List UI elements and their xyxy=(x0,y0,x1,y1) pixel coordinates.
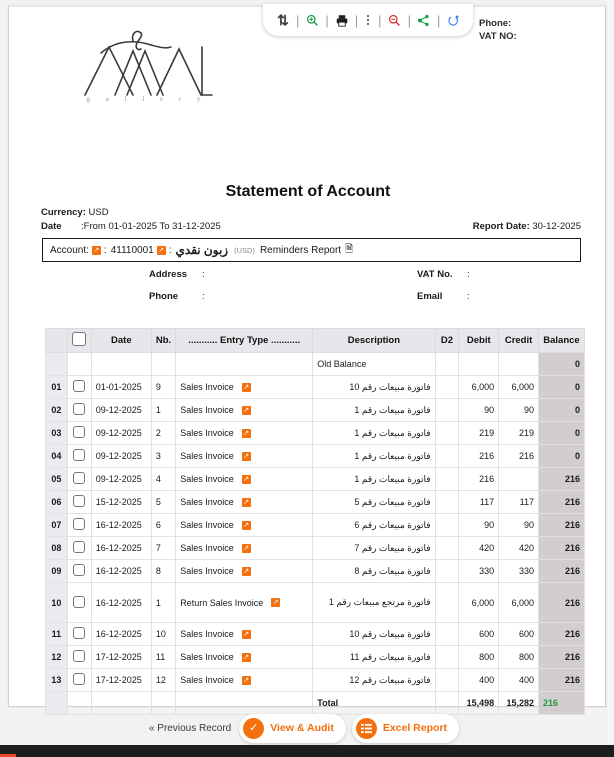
row-debit: 6,000 xyxy=(459,583,499,623)
row-entry-type[interactable] xyxy=(176,376,313,399)
row-date: 16-12-2025 xyxy=(91,537,151,560)
row-description: فاتورة مبيعات رقم 1 xyxy=(313,399,435,422)
external-link-icon[interactable]: ↗ xyxy=(243,566,250,575)
entry-type-label: Sales Invoice xyxy=(180,428,234,438)
th-nb[interactable]: Nb. xyxy=(151,329,175,353)
row-description: فاتورة مبيعات رقم 1 xyxy=(313,422,435,445)
row-description: فاتورة مبيعات رقم 8 xyxy=(313,560,435,583)
report-meta xyxy=(41,206,581,234)
external-link-icon[interactable]: ↗ xyxy=(243,652,250,661)
row-nb: 10 xyxy=(151,623,175,646)
row-checkbox-cell[interactable] xyxy=(67,514,91,537)
email-label: Email xyxy=(417,291,443,302)
logo-tagline: g a l l e r y xyxy=(86,95,208,103)
table-header xyxy=(46,329,585,353)
row-description: فاتورة مبيعات رقم 5 xyxy=(313,491,435,514)
external-link-icon[interactable]: ↗ xyxy=(243,382,250,391)
row-date xyxy=(91,353,151,376)
contact-row-1 xyxy=(42,269,581,291)
header-contact-block xyxy=(479,17,517,43)
row-nb: 6 xyxy=(151,514,175,537)
row-d2 xyxy=(435,353,459,376)
row-checkbox[interactable] xyxy=(73,380,85,392)
account-currency: (USD) xyxy=(234,245,255,255)
old-balance-label: Old Balance xyxy=(313,353,435,376)
th-d2[interactable]: D2 xyxy=(435,329,459,353)
viewer-toolbar xyxy=(263,4,473,36)
zoom-out-icon[interactable] xyxy=(385,9,405,31)
row-balance: 216 xyxy=(538,491,584,514)
document-icon[interactable]: 🗎 xyxy=(345,243,354,255)
row-checkbox-cell[interactable] xyxy=(67,491,91,514)
row-checkbox-cell[interactable] xyxy=(67,583,91,623)
row-date: 17-12-2025 xyxy=(91,646,151,669)
footer-actions xyxy=(0,711,614,745)
row-balance: 216 xyxy=(538,514,584,537)
table-header-row xyxy=(46,329,585,353)
entry-type-label: Sales Invoice xyxy=(180,652,234,662)
table-row[interactable] xyxy=(46,445,585,468)
row-credit: 216 xyxy=(499,445,539,468)
date-label: Date xyxy=(41,221,62,232)
vat-label: VAT No. xyxy=(417,269,453,280)
row-date: 16-12-2025 xyxy=(91,583,151,623)
row-credit: 90 xyxy=(499,399,539,422)
row-description: فاتورة مبيعات رقم 12 xyxy=(313,669,435,692)
row-credit: 6,000 xyxy=(499,376,539,399)
table-row[interactable] xyxy=(46,646,585,669)
row-index: 05 xyxy=(46,468,68,491)
external-link-icon[interactable]: ↗ xyxy=(243,497,250,506)
row-balance: 216 xyxy=(538,646,584,669)
zoom-out-glyph xyxy=(388,14,401,27)
table-row[interactable] xyxy=(46,514,585,537)
excel-report-button[interactable] xyxy=(352,714,459,743)
phone-label: Phone xyxy=(149,291,179,302)
share-glyph xyxy=(417,14,430,27)
contact-grid xyxy=(42,269,581,313)
row-credit: 219 xyxy=(499,422,539,445)
total-label: Total xyxy=(313,692,435,715)
row-nb: 8 xyxy=(151,560,175,583)
row-checkbox[interactable] xyxy=(73,541,85,553)
entry-type-label: Sales Invoice xyxy=(180,474,234,484)
th-description[interactable]: Description xyxy=(313,329,435,353)
row-nb: 1 xyxy=(151,583,175,623)
external-link-icon[interactable]: ↗ xyxy=(243,428,250,437)
row-d2 xyxy=(435,560,459,583)
account-colon-2: : xyxy=(168,244,172,256)
reminders-report-link[interactable]: Reminders Report xyxy=(259,244,342,256)
row-debit xyxy=(459,353,499,376)
account-number[interactable]: 41110001 xyxy=(110,244,154,256)
row-index: 08 xyxy=(46,537,68,560)
toolbar-separator-4: | xyxy=(378,12,382,28)
currency-row xyxy=(41,206,581,220)
th-entry-type[interactable]: ........... Entry Type ........... xyxy=(176,329,313,353)
row-debit: 600 xyxy=(459,623,499,646)
currency-value: USD xyxy=(88,207,109,218)
header-vat-label: VAT NO: xyxy=(479,31,517,42)
row-index: 12 xyxy=(46,646,68,669)
th-balance[interactable]: Balance xyxy=(538,329,584,353)
table-row[interactable] xyxy=(46,468,585,491)
row-nb: 9 xyxy=(151,376,175,399)
toolbar-separator-1: | xyxy=(296,12,300,28)
email-value: : xyxy=(467,291,470,302)
total-credit: 15,282 xyxy=(499,692,539,715)
row-entry-type[interactable] xyxy=(176,468,313,491)
th-debit[interactable]: Debit xyxy=(459,329,499,353)
row-checkbox-cell[interactable] xyxy=(67,560,91,583)
previous-record-link[interactable]: « Previous Record xyxy=(148,722,232,734)
row-credit: 600 xyxy=(499,623,539,646)
table-row[interactable] xyxy=(46,376,585,399)
total-debit: 15,498 xyxy=(459,692,499,715)
row-credit: 800 xyxy=(499,646,539,669)
table-row[interactable] xyxy=(46,623,585,646)
row-d2 xyxy=(435,422,459,445)
row-credit xyxy=(499,468,539,491)
row-credit: 90 xyxy=(499,514,539,537)
row-credit: 330 xyxy=(499,560,539,583)
row-date: 16-12-2025 xyxy=(91,560,151,583)
entry-type-label: Sales Invoice xyxy=(180,675,234,685)
row-index: 03 xyxy=(46,422,68,445)
table-row[interactable] xyxy=(46,669,585,692)
row-entry-type[interactable] xyxy=(176,537,313,560)
row-nb: 5 xyxy=(151,491,175,514)
contact-row-2 xyxy=(42,291,581,313)
toolbar-separator-5: | xyxy=(407,12,411,28)
row-nb: 1 xyxy=(151,399,175,422)
row-balance: 0 xyxy=(538,399,584,422)
row-entry-type[interactable] xyxy=(176,583,313,623)
row-nb xyxy=(151,353,175,376)
row-d2 xyxy=(435,646,459,669)
header-phone-label: Phone: xyxy=(479,18,512,29)
row-date: 15-12-2025 xyxy=(91,491,151,514)
toolbar-separator-6: | xyxy=(436,12,441,28)
row-description: فاتورة مبيعات رقم 1 xyxy=(313,445,435,468)
row-credit: 400 xyxy=(499,669,539,692)
row-checkbox-cell[interactable] xyxy=(67,623,91,646)
row-checkbox[interactable] xyxy=(73,449,85,461)
row-balance: 216 xyxy=(538,560,584,583)
account-bar xyxy=(42,238,581,262)
bottom-status-bar xyxy=(0,745,614,757)
account-label: Account: xyxy=(50,244,89,256)
external-link-icon-2[interactable]: ↗ xyxy=(158,245,165,254)
row-entry-type[interactable] xyxy=(176,514,313,537)
address-value: : xyxy=(202,269,205,280)
external-link-icon[interactable]: ↗ xyxy=(243,405,250,414)
row-d2 xyxy=(435,376,459,399)
zoom-in-icon[interactable] xyxy=(302,9,322,31)
row-index xyxy=(46,353,68,376)
row-balance: 0 xyxy=(538,376,584,399)
external-link-icon[interactable]: ↗ xyxy=(243,474,250,483)
row-debit: 90 xyxy=(459,514,499,537)
table-row[interactable] xyxy=(46,422,585,445)
row-index: 02 xyxy=(46,399,68,422)
row-index: 07 xyxy=(46,514,68,537)
row-index: 06 xyxy=(46,491,68,514)
row-balance: 0 xyxy=(538,422,584,445)
row-checkbox[interactable] xyxy=(73,472,85,484)
row-d2 xyxy=(435,399,459,422)
row-description: فاتورة مبيعات رقم 10 xyxy=(313,376,435,399)
row-balance: 216 xyxy=(538,468,584,491)
row-date: 16-12-2025 xyxy=(91,514,151,537)
row-date: 01-01-2025 xyxy=(91,376,151,399)
excel-report-label: Excel Report xyxy=(382,722,448,734)
row-entry-type[interactable] xyxy=(176,422,313,445)
entry-type-label: Sales Invoice xyxy=(180,497,234,507)
row-debit: 6,000 xyxy=(459,376,499,399)
entry-type-label: Sales Invoice xyxy=(180,629,234,639)
row-checkbox[interactable] xyxy=(73,426,85,438)
external-link-icon[interactable]: ↗ xyxy=(243,629,250,638)
check-circle-icon: ✓ xyxy=(243,718,264,739)
row-debit: 219 xyxy=(459,422,499,445)
statement-table xyxy=(45,328,585,715)
logo-mark xyxy=(71,25,223,101)
row-checkbox-cell xyxy=(67,353,91,376)
entry-type-label: Sales Invoice xyxy=(180,520,234,530)
print-icon[interactable] xyxy=(332,9,352,31)
row-description: فاتورة مبيعات رقم 6 xyxy=(313,514,435,537)
row-description: فاتورة مبيعات رقم 11 xyxy=(313,646,435,669)
page-title: Statement of Account xyxy=(225,183,391,200)
address-label: Address xyxy=(149,269,188,280)
row-debit: 90 xyxy=(459,399,499,422)
row-description: فاتورة مبيعات رقم 7 xyxy=(313,537,435,560)
sync-icon[interactable] xyxy=(443,9,463,31)
external-link-icon[interactable]: ↗ xyxy=(243,451,250,460)
th-select-all[interactable] xyxy=(67,329,91,353)
row-checkbox-cell[interactable] xyxy=(67,537,91,560)
row-balance: 216 xyxy=(538,669,584,692)
table-body xyxy=(46,353,585,715)
row-checkbox[interactable] xyxy=(73,403,85,415)
row-balance: 0 xyxy=(538,445,584,468)
share-icon[interactable] xyxy=(414,9,434,31)
row-date: 09-12-2025 xyxy=(91,468,151,491)
entry-type-label: Sales Invoice xyxy=(180,451,234,461)
total-balance: 216 xyxy=(538,692,584,715)
view-audit-button[interactable] xyxy=(239,714,346,743)
old-balance-value: 0 xyxy=(538,353,584,376)
th-credit[interactable]: Credit xyxy=(499,329,539,353)
row-checkbox[interactable] xyxy=(73,495,85,507)
page-scrollbar[interactable] xyxy=(608,0,614,757)
table-row-old-balance xyxy=(46,353,585,376)
toolbar-separator-3: | xyxy=(354,12,359,28)
select-all-checkbox[interactable] xyxy=(72,332,86,346)
row-balance: 216 xyxy=(538,623,584,646)
row-index: 11 xyxy=(46,623,68,646)
list-glyph xyxy=(361,723,372,734)
row-credit xyxy=(499,353,539,376)
row-d2 xyxy=(435,669,459,692)
row-checkbox[interactable] xyxy=(73,627,85,639)
report-date-label: Report Date: xyxy=(472,221,530,232)
row-debit: 117 xyxy=(459,491,499,514)
row-balance: 216 xyxy=(538,537,584,560)
row-nb: 3 xyxy=(151,445,175,468)
row-entry-type[interactable] xyxy=(176,560,313,583)
row-date: 09-12-2025 xyxy=(91,422,151,445)
document-sheet xyxy=(8,5,606,707)
row-d2 xyxy=(435,623,459,646)
list-icon xyxy=(356,718,377,739)
row-checkbox[interactable] xyxy=(73,650,85,662)
row-nb: 4 xyxy=(151,468,175,491)
row-credit: 117 xyxy=(499,491,539,514)
row-d2 xyxy=(435,537,459,560)
row-nb: 7 xyxy=(151,537,175,560)
row-checkbox-cell[interactable] xyxy=(67,399,91,422)
row-description: فاتورة مرتجع مبيعات رقم 1 xyxy=(313,583,435,623)
row-entry-type xyxy=(176,353,313,376)
row-debit: 400 xyxy=(459,669,499,692)
row-debit: 216 xyxy=(459,445,499,468)
th-index xyxy=(46,329,68,353)
entry-type-label: Return Sales Invoice xyxy=(180,597,264,608)
external-link-icon[interactable]: ↗ xyxy=(243,520,250,529)
row-description: فاتورة مبيعات رقم 1 xyxy=(313,468,435,491)
row-debit: 330 xyxy=(459,560,499,583)
row-balance: 216 xyxy=(538,583,584,623)
row-debit: 420 xyxy=(459,537,499,560)
entry-type-label: Sales Invoice xyxy=(180,543,234,553)
row-checkbox[interactable] xyxy=(73,596,85,608)
account-colon-1: : xyxy=(103,244,107,256)
zoom-in-glyph xyxy=(306,14,319,27)
row-checkbox[interactable] xyxy=(73,673,85,685)
table-row[interactable] xyxy=(46,583,585,623)
row-checkbox-cell[interactable] xyxy=(67,468,91,491)
row-entry-type[interactable] xyxy=(176,399,313,422)
row-checkbox[interactable] xyxy=(73,518,85,530)
row-date: 17-12-2025 xyxy=(91,669,151,692)
row-d2 xyxy=(435,491,459,514)
entry-type-label: Sales Invoice xyxy=(180,382,234,392)
row-credit: 6,000 xyxy=(499,583,539,623)
report-date-value: 30-12-2025 xyxy=(532,221,581,232)
row-d2 xyxy=(435,468,459,491)
toolbar-separator-2: | xyxy=(325,12,329,28)
entry-type-label: Sales Invoice xyxy=(180,566,234,576)
external-link-icon[interactable]: ↗ xyxy=(272,598,279,606)
phone-value: : xyxy=(202,291,205,302)
th-date[interactable]: Date xyxy=(91,329,151,353)
date-row xyxy=(41,220,581,234)
row-checkbox-cell[interactable] xyxy=(67,646,91,669)
table-row[interactable] xyxy=(46,491,585,514)
row-description: فاتورة مبيعات رقم 10 xyxy=(313,623,435,646)
vat-value: : xyxy=(467,269,470,280)
view-audit-label: View & Audit xyxy=(270,722,334,734)
row-debit: 800 xyxy=(459,646,499,669)
row-d2 xyxy=(435,583,459,623)
row-index: 04 xyxy=(46,445,68,468)
row-index: 09 xyxy=(46,560,68,583)
entry-type-label: Sales Invoice xyxy=(180,405,234,415)
account-name-arabic: زبون نقدي xyxy=(175,243,229,257)
row-checkbox-cell[interactable] xyxy=(67,422,91,445)
row-debit: 216 xyxy=(459,468,499,491)
currency-label: Currency: xyxy=(41,207,86,218)
row-entry-type[interactable] xyxy=(176,491,313,514)
row-nb: 12 xyxy=(151,669,175,692)
external-link-icon[interactable]: ↗ xyxy=(93,245,100,254)
table-row[interactable] xyxy=(46,560,585,583)
report-date xyxy=(473,220,581,234)
row-index: 10 xyxy=(46,583,68,623)
row-credit: 420 xyxy=(499,537,539,560)
amal-gallery-logo xyxy=(71,25,223,111)
table-row[interactable] xyxy=(46,399,585,422)
external-link-icon[interactable]: ↗ xyxy=(243,543,250,552)
row-entry-type[interactable] xyxy=(176,445,313,468)
date-value: :From 01-01-2025 To 31-12-2025 xyxy=(81,221,221,232)
row-date: 09-12-2025 xyxy=(91,399,151,422)
table-row[interactable] xyxy=(46,537,585,560)
row-index: 01 xyxy=(46,376,68,399)
row-nb: 11 xyxy=(151,646,175,669)
row-checkbox-cell[interactable] xyxy=(67,445,91,468)
row-date: 16-12-2025 xyxy=(91,623,151,646)
row-date: 09-12-2025 xyxy=(91,445,151,468)
row-entry-type[interactable] xyxy=(176,669,313,692)
sync-glyph xyxy=(447,14,460,27)
row-checkbox-cell[interactable] xyxy=(67,376,91,399)
row-checkbox[interactable] xyxy=(73,564,85,576)
row-entry-type[interactable] xyxy=(176,646,313,669)
print-glyph xyxy=(335,14,349,27)
row-checkbox-cell[interactable] xyxy=(67,669,91,692)
row-d2 xyxy=(435,445,459,468)
refresh-icon[interactable]: ⇅ xyxy=(277,12,289,28)
row-nb: 2 xyxy=(151,422,175,445)
external-link-icon[interactable]: ↗ xyxy=(243,675,250,684)
row-index: 13 xyxy=(46,669,68,692)
row-entry-type[interactable] xyxy=(176,623,313,646)
more-options-icon[interactable] xyxy=(361,9,375,31)
row-d2 xyxy=(435,514,459,537)
